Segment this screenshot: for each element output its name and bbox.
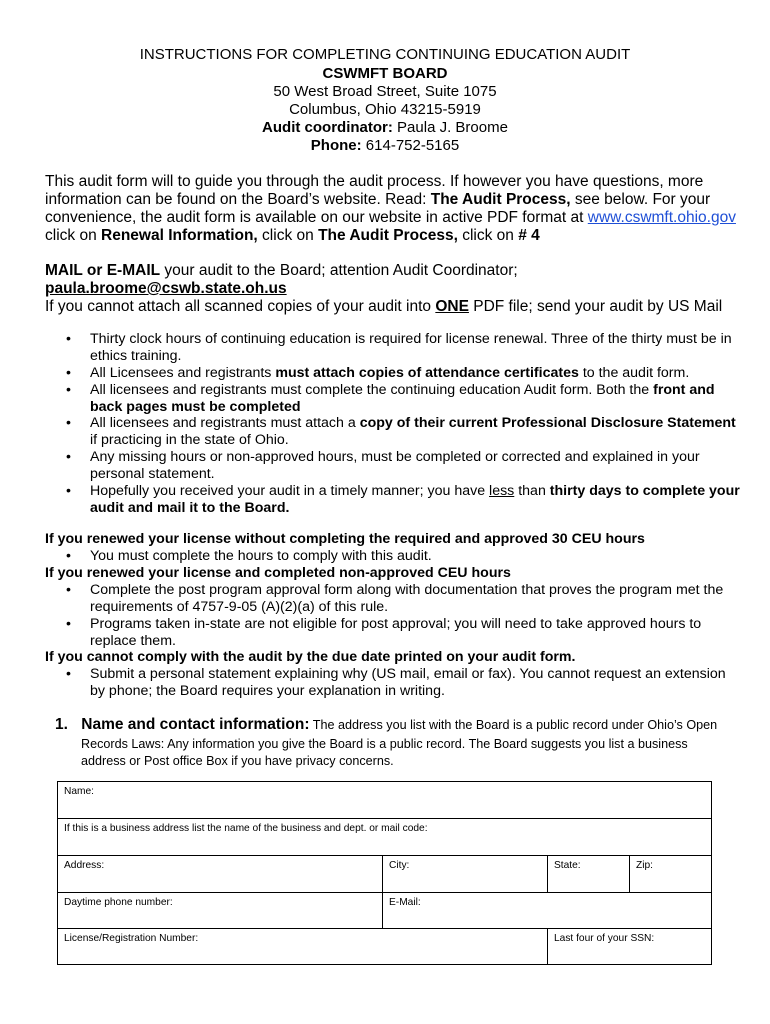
list-item-text: requirements of 4757-9-05 (A)(2)(a) of this rule.	[90, 599, 389, 615]
list-item-text: You must complete the hours to comply with this audit.	[90, 548, 432, 564]
field-label: Address:	[64, 860, 105, 871]
mail-line-1	[45, 262, 745, 280]
bullet-icon: •	[66, 483, 71, 499]
list-item-text	[90, 415, 736, 432]
board-name-text: CSWMFT BOARD	[322, 65, 448, 82]
list-item-text: if practicing in the state of Ohio.	[90, 432, 289, 448]
license-number-field[interactable]	[58, 929, 548, 965]
field-label: Daytime phone number:	[64, 897, 173, 908]
intro-emphasis: # 4	[518, 227, 540, 244]
name-field[interactable]	[58, 782, 712, 819]
field-label: Last four of your SSN:	[554, 933, 655, 944]
list-item-text	[90, 399, 301, 416]
mail-email-line	[45, 280, 745, 298]
field-label: E-Mail:	[389, 897, 421, 908]
section-text: Records Laws: Any information you give the Board is a public record. The Board suggests you list a business	[81, 737, 688, 751]
field-label: Zip:	[636, 860, 653, 871]
zip-field[interactable]	[630, 856, 712, 893]
intro-text: click on	[457, 227, 519, 244]
intro-emphasis: The Audit Process,	[430, 191, 571, 208]
section-text: address or Post office Box if you have privacy concerns.	[81, 754, 394, 768]
intro-text: see below. For your	[570, 191, 711, 208]
mail-emphasis: ONE	[435, 298, 469, 315]
field-label: Name:	[64, 786, 95, 797]
list-item-text: personal statement.	[90, 466, 215, 482]
address-field[interactable]	[58, 856, 383, 893]
intro-line-4	[45, 227, 745, 245]
condition-heading: If you renewed your license and completed non-approved CEU hours	[45, 565, 511, 581]
list-item-text: Thirty clock hours of continuing education is required for license renewal. Three of the thirty must be in	[90, 331, 732, 347]
phone-field[interactable]	[58, 893, 383, 929]
list-item-emphasis: audit and mail it to the Board.	[90, 500, 290, 516]
intro-line-3	[45, 209, 745, 227]
intro-line-1: This audit form will to guide you through the audit process. If however you have questions, more	[45, 173, 704, 190]
list-item-text: All licensees and registrants must complete the continuing education Audit form. Both the	[90, 382, 654, 398]
intro-text: information can be found on the Board’s website. Read:	[45, 191, 431, 208]
list-item-emphasis: front and	[653, 382, 715, 398]
intro-line-2	[45, 191, 745, 209]
list-item-emphasis: thirty days to complete your	[549, 483, 740, 499]
bullet-icon: •	[66, 382, 71, 398]
list-item-text: than	[514, 483, 550, 499]
list-item-text: Any missing hours or non-approved hours, must be completed or corrected and explained in your	[90, 449, 700, 465]
board-address-line2: Columbus, Ohio 43215-5919	[289, 101, 481, 118]
section-title: Name and contact information:	[81, 716, 310, 733]
intro-emphasis: Renewal Information,	[101, 227, 258, 244]
list-item-text: Programs taken in-state are not eligible for post approval; you will need to take approved hours to	[90, 616, 702, 632]
audit-coordinator	[0, 119, 770, 137]
list-item-text: Complete the post program approval form along with documentation that proves the program met the	[90, 582, 724, 598]
list-item-text: to the audit form.	[578, 365, 690, 381]
bullet-icon: •	[66, 548, 71, 564]
list-item-text: All licensees and registrants must attach a	[90, 415, 360, 431]
ssn-last-four-field[interactable]	[548, 929, 712, 965]
section-heading	[55, 716, 717, 734]
contact-form	[57, 781, 712, 965]
document-title: INSTRUCTIONS FOR COMPLETING CONTINUING EDUCATION AUDIT	[139, 46, 631, 63]
list-item-text: Submit a personal statement explaining why (US mail, email or fax). You cannot request an extension	[90, 666, 726, 682]
list-item-text: All Licensees and registrants	[90, 365, 276, 381]
field-label: City:	[389, 860, 410, 871]
city-field[interactable]	[383, 856, 548, 893]
bullet-icon: •	[66, 415, 71, 431]
list-item-text: less	[489, 483, 515, 499]
phone-value: 614-752-5165	[361, 137, 460, 154]
field-label: License/Registration Number:	[64, 933, 199, 944]
list-item-text: Hopefully you received your audit in a timely manner; you have	[90, 483, 490, 499]
intro-text: click on	[45, 227, 101, 244]
coordinator-name: Paula J. Broome	[392, 119, 508, 136]
board-address-line1: 50 West Broad Street, Suite 1075	[273, 83, 497, 100]
field-label: If this is a business address list the name of the business and dept. or mail code:	[64, 823, 428, 834]
mail-emphasis: MAIL or E-MAIL	[45, 262, 161, 279]
list-item-text: replace them.	[90, 633, 176, 649]
condition-heading: If you renewed your license without completing the required and approved 30 CEU hours	[45, 531, 645, 547]
business-field[interactable]	[58, 819, 712, 856]
list-item-text	[90, 365, 689, 382]
section-number: 1.	[55, 716, 68, 733]
phone-label: Phone:	[310, 137, 362, 154]
website-link[interactable]: www.cswmft.ohio.gov	[587, 209, 736, 226]
bullet-icon: •	[66, 582, 71, 598]
board-name	[0, 65, 770, 83]
list-item-text: ethics training.	[90, 348, 182, 364]
field-label: State:	[554, 860, 581, 871]
phone-line	[0, 137, 770, 155]
intro-text: click on	[257, 227, 319, 244]
mail-line-3	[45, 298, 745, 316]
coordinator-email-link[interactable]: paula.broome@cswb.state.oh.us	[45, 280, 287, 297]
bullet-icon: •	[66, 331, 71, 347]
list-item-emphasis: copy of their current Professional Disclosure Statement	[359, 415, 736, 431]
intro-emphasis: The Audit Process,	[318, 227, 458, 244]
bullet-icon: •	[66, 616, 71, 632]
intro-text: convenience, the audit form is available on our website in active PDF format at	[45, 209, 588, 226]
list-item-text	[90, 483, 740, 500]
bullet-icon: •	[66, 666, 71, 682]
coordinator-label: Audit coordinator:	[262, 119, 393, 136]
bullet-icon: •	[66, 449, 71, 465]
section-text: The address you list with the Board is a public record under Ohio’s Open	[309, 718, 718, 732]
list-item-text	[90, 500, 289, 517]
list-item-emphasis: must attach copies of attendance certificates	[275, 365, 579, 381]
list-item-text: by phone; the Board requires your explanation in writing.	[90, 683, 445, 699]
mail-text: If you cannot attach all scanned copies of your audit into	[45, 298, 436, 315]
mail-text: PDF file; send your audit by US Mail	[468, 298, 723, 315]
condition-heading: If you cannot comply with the audit by the due date printed on your audit form.	[45, 649, 576, 665]
bullet-icon: •	[66, 365, 71, 381]
list-item-text	[90, 382, 715, 399]
mail-text: your audit to the Board; attention Audit Coordinator;	[160, 262, 518, 279]
email-field[interactable]	[383, 893, 712, 929]
state-field[interactable]	[548, 856, 630, 893]
list-item-emphasis: back pages must be completed	[90, 399, 301, 415]
